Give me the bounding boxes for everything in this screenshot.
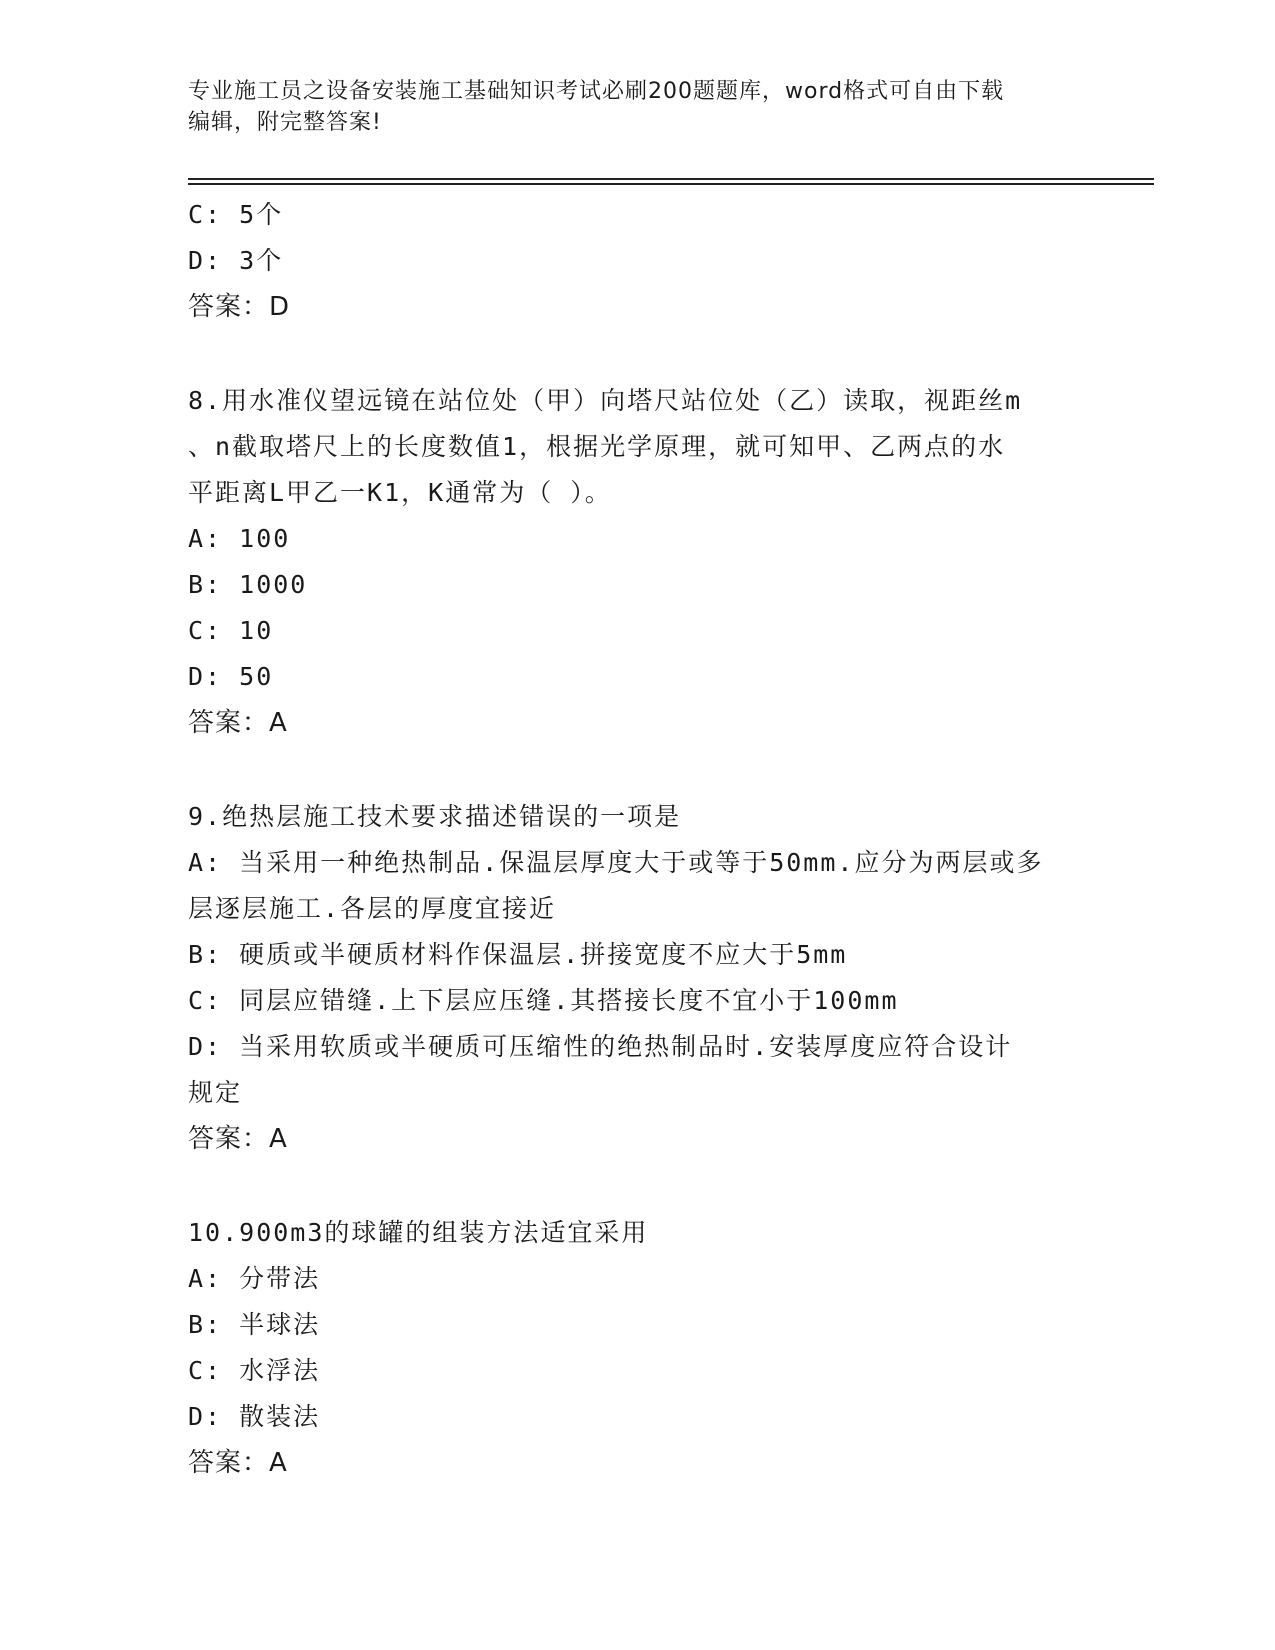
question-9-block <box>188 794 1088 1162</box>
q8-stem-line-2: 、n截取塔尺上的长度数值1，根据光学原理，就可知甲、乙两点的水 <box>188 432 1006 461</box>
q7-option-d: D: 3个 <box>188 246 284 275</box>
q8-option-d: D: 50 <box>188 662 274 691</box>
q9-answer: 答案：A <box>188 1124 288 1154</box>
q9-option-c: C: 同层应错缝.上下层应压缝.其搭接长度不宜小于100mm <box>188 986 899 1015</box>
q10-option-c: C: 水浮法 <box>188 1356 321 1385</box>
header-title-line-2: 编辑，附完整答案! <box>188 110 382 135</box>
q9-option-a-line-2: 层逐层施工.各层的厚度宜接近 <box>188 894 557 923</box>
q10-option-d: D: 散装法 <box>188 1402 321 1431</box>
question-7-block <box>188 192 1088 330</box>
q9-option-d-line-1: D: 当采用软质或半硬质可压缩性的绝热制品时.安装厚度应符合设计 <box>188 1032 1013 1061</box>
q8-answer: 答案：A <box>188 708 288 738</box>
q8-option-b: B: 1000 <box>188 570 308 599</box>
q7-option-c: C: 5个 <box>188 200 284 229</box>
q8-option-c: C: 10 <box>188 616 274 645</box>
document-header <box>188 76 1068 138</box>
header-rule-top <box>188 178 1154 180</box>
q10-option-a: A: 分带法 <box>188 1264 321 1293</box>
q10-answer: 答案：A <box>188 1448 288 1478</box>
question-list <box>188 192 1088 1534</box>
header-title-line-1: 专业施工员之设备安装施工基础知识考试必刷200题题库，word格式可自由下载 <box>188 79 1005 104</box>
q9-option-b: B: 硬质或半硬质材料作保温层.拼接宽度不应大于5mm <box>188 940 848 969</box>
q7-answer: 答案：D <box>188 292 291 322</box>
q8-stem-line-1: 8.用水准仪望远镜在站位处（甲）向塔尺站位处（乙）读取，视距丝m <box>188 386 1023 415</box>
q8-stem-line-3: 平距离L甲乙一K1，K通常为（ ）。 <box>188 478 612 507</box>
question-8-block <box>188 378 1088 746</box>
q9-option-d-line-2: 规定 <box>188 1078 243 1107</box>
q9-option-a-line-1: A: 当采用一种绝热制品.保温层厚度大于或等于50mm.应分为两层或多 <box>188 848 1044 877</box>
q10-stem-line-1: 10.900m3的球罐的组装方法适宜采用 <box>188 1218 649 1247</box>
question-10-block <box>188 1210 1088 1486</box>
q9-stem-line-1: 9.绝热层施工技术要求描述错误的一项是 <box>188 802 682 831</box>
q8-option-a: A: 100 <box>188 524 291 553</box>
header-rule-bottom <box>188 183 1154 185</box>
q10-option-b: B: 半球法 <box>188 1310 321 1339</box>
